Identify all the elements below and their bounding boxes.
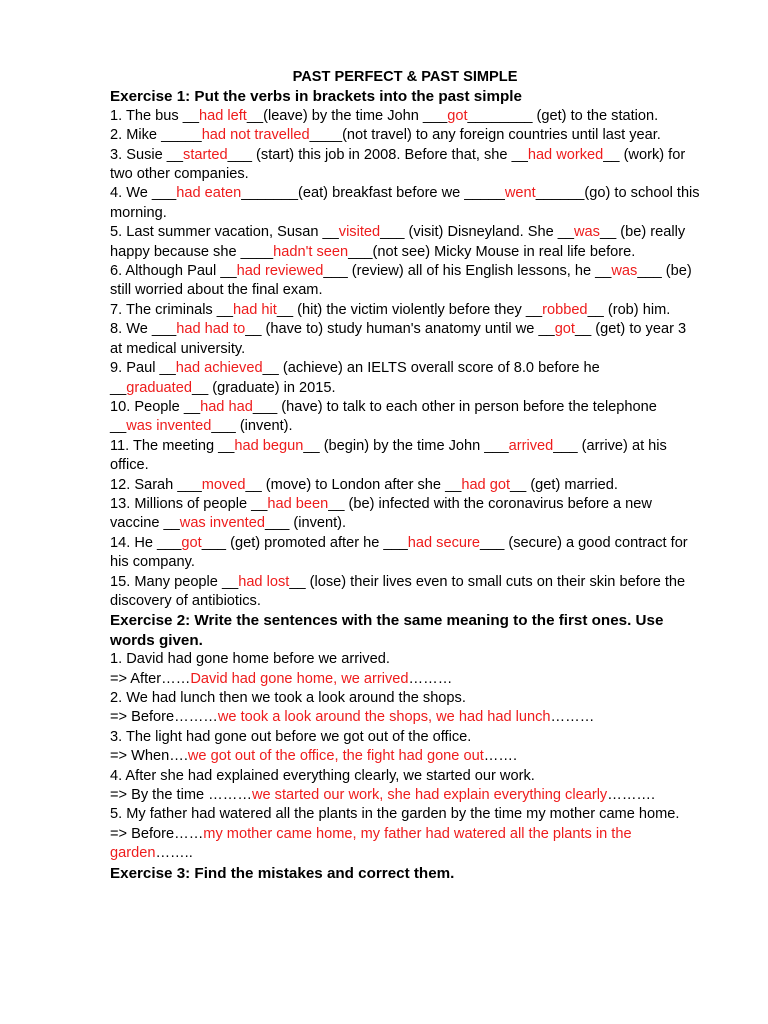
- exercise-3-heading: Exercise 3: Find the mistakes and correct them.: [110, 864, 455, 882]
- prompt-text: ………: [550, 709, 595, 726]
- exercise-1-item: [110, 184, 700, 223]
- answer-text: started: [183, 146, 228, 163]
- answer-text: was: [574, 224, 600, 241]
- answer-text: went: [504, 185, 536, 202]
- answer-text: was: [611, 263, 638, 280]
- prompt-text: 14. He ___: [110, 534, 182, 551]
- prompt-text: __ (graduate) in 2015.: [191, 379, 336, 396]
- exercise-1-item: [110, 301, 700, 320]
- prompt-text: 6. Although Paul __: [110, 263, 237, 280]
- prompt-text: => After……: [110, 670, 191, 687]
- answer-text: visited: [338, 224, 381, 241]
- worksheet-content: [110, 68, 700, 883]
- prompt-text: ……..: [155, 845, 193, 862]
- prompt-text: ___ (get) promoted after he ___: [201, 534, 408, 551]
- prompt-text: 4. We ___: [110, 185, 177, 202]
- answer-text: had left: [198, 107, 247, 124]
- prompt-text: __ (lose) their lives even to small cuts on their skin before the discovery of antibiotics.: [110, 573, 686, 609]
- prompt-text: ___ (arrive) at his office.: [110, 437, 667, 474]
- exercise-2-question: 3. The light had gone out before we got out of the office.: [110, 728, 472, 745]
- answer-text: had got: [461, 476, 511, 493]
- prompt-text: 9. Paul __: [110, 360, 176, 377]
- exercise-2-question: 2. We had lunch then we took a look around the shops.: [110, 690, 466, 706]
- answer-text: had secure: [407, 534, 480, 551]
- answer-text: robbed: [542, 301, 588, 318]
- exercise-1-item: [110, 398, 700, 437]
- prompt-text: ___ (review) all of his English lessons, he __: [323, 263, 612, 280]
- answer-text: had hit: [233, 301, 277, 318]
- prompt-text: __ (achieve) an IELTS overall score of 8.0 before he __: [110, 360, 600, 396]
- answer-text: had begun: [234, 437, 304, 454]
- exercise-1-item: [110, 476, 700, 495]
- exercise-1-item: [110, 126, 700, 145]
- answer-text: got: [447, 107, 468, 124]
- prompt-text: __ (get) to year 3 at medical university.: [110, 321, 687, 357]
- answer-text: had had to: [176, 321, 246, 338]
- prompt-text: __ (be) really happy because she ____: [110, 224, 686, 260]
- exercise-2-question: 5. My father had watered all the plants in the garden by the time my mother came home.: [110, 806, 680, 823]
- prompt-text: ___ (have) to talk to each other in person before the telephone __: [110, 398, 657, 435]
- exercise-1-item: [110, 262, 700, 301]
- exercise-2-heading: Exercise 2: Write the sentences with the same meaning to the first ones. Use words given.: [110, 612, 664, 649]
- exercise-1-heading: Exercise 1: Put the verbs in brackets into the past simple: [110, 88, 522, 106]
- document-title: PAST PERFECT & PAST SIMPLE: [292, 69, 518, 85]
- exercise-2-list: [110, 650, 700, 863]
- prompt-text: => Before……: [110, 825, 204, 842]
- answer-text: got: [554, 321, 575, 338]
- prompt-text: 3. Susie __: [110, 146, 184, 163]
- prompt-text: 15. Many people __: [110, 573, 239, 590]
- prompt-text: ______(go) to school this morning.: [110, 185, 700, 221]
- prompt-text: 5. Last summer vacation, Susan __: [110, 224, 339, 241]
- answer-text: hadn't seen: [273, 243, 349, 260]
- exercise-1-item: [110, 534, 700, 573]
- prompt-text: ____(not travel) to any foreign countries until last year.: [309, 127, 661, 144]
- prompt-text: 1. The bus __: [110, 107, 199, 124]
- answer-text: was invented: [179, 515, 265, 532]
- prompt-text: __ (get) married.: [510, 476, 618, 493]
- prompt-text: => Before………: [110, 709, 218, 726]
- answer-text: had eaten: [176, 185, 242, 202]
- exercise-2-answer: [110, 670, 700, 689]
- prompt-text: ………: [408, 670, 453, 687]
- prompt-text: ___(not see) Micky Mouse in real life before.: [348, 243, 636, 260]
- prompt-text: 2. Mike _____: [110, 127, 202, 144]
- prompt-text: ___ (visit) Disneyland. She __: [380, 224, 575, 241]
- prompt-text: 12. Sarah ___: [110, 476, 202, 493]
- answer-text: we took a look around the shops, we had had lunch: [217, 709, 551, 726]
- answer-text: had achieved: [175, 360, 263, 377]
- answer-text: had reviewed: [236, 263, 324, 280]
- prompt-text: 7. The criminals __: [110, 301, 234, 318]
- prompt-text: ___ (secure) a good contract for his company.: [110, 534, 688, 571]
- prompt-text: __(leave) by the time John ___: [246, 107, 448, 124]
- prompt-text: __ (begin) by the time John ___: [303, 437, 509, 454]
- exercise-2-answer: [110, 708, 700, 727]
- exercise-2-answer: [110, 786, 700, 805]
- answer-text: had had: [200, 398, 253, 415]
- prompt-text: ___ (start) this job in 2008. Before that, she __: [227, 146, 528, 163]
- exercise-1-item: [110, 320, 700, 359]
- prompt-text: => When….: [110, 748, 188, 765]
- answer-text: graduated: [126, 379, 192, 396]
- answer-text: moved: [201, 476, 246, 493]
- exercise-1-list: [110, 107, 700, 612]
- prompt-text: => By the time ………: [110, 787, 252, 804]
- exercise-2-question: 4. After she had explained everything clearly, we started our work.: [110, 767, 535, 784]
- prompt-text: ________ (get) to the station.: [467, 107, 659, 124]
- prompt-text: 10. People __: [110, 398, 201, 415]
- prompt-text: __ (work) for two other companies.: [110, 146, 686, 183]
- prompt-text: ……….: [607, 787, 656, 804]
- prompt-text: ___ (invent).: [211, 418, 293, 435]
- answer-text: was invented: [126, 418, 212, 435]
- exercise-1-item: [110, 359, 700, 398]
- prompt-text: _______(eat) breakfast before we _____: [241, 185, 505, 202]
- answer-text: we got out of the office, the fight had gone out: [187, 748, 484, 765]
- prompt-text: ___ (invent).: [264, 515, 347, 532]
- prompt-text: __ (have to) study human's anatomy until we __: [245, 321, 555, 338]
- answer-text: got: [181, 534, 202, 551]
- prompt-text: 8. We ___: [110, 321, 177, 338]
- exercise-1-item: [110, 437, 700, 476]
- prompt-text: 11. The meeting __: [110, 437, 235, 454]
- exercise-2-answer: [110, 747, 700, 766]
- prompt-text: __ (rob) him.: [587, 301, 671, 318]
- answer-text: had been: [267, 495, 329, 512]
- prompt-text: __ (hit) the victim violently before they __: [276, 301, 543, 318]
- exercise-1-item: [110, 573, 700, 612]
- answer-text: had worked: [527, 146, 604, 163]
- exercise-1-item: [110, 495, 700, 534]
- prompt-text: …….: [483, 748, 518, 765]
- prompt-text: __ (move) to London after she __: [245, 476, 462, 493]
- exercise-2-question: 1. David had gone home before we arrived.: [110, 651, 390, 668]
- answer-text: my mother came home, my father had watered all the plants in the garden: [110, 825, 632, 862]
- answer-text: had not travelled: [201, 127, 310, 144]
- exercise-1-item: [110, 223, 700, 262]
- prompt-text: 13. Millions of people __: [110, 495, 268, 512]
- answer-text: had lost: [238, 573, 290, 590]
- prompt-text: __ (be) infected with the coronavirus before a new vaccine __: [110, 495, 652, 532]
- answer-text: we started our work, she had explain everything clearly: [251, 787, 608, 804]
- exercise-1-item: [110, 107, 700, 126]
- exercise-1-item: [110, 146, 700, 185]
- exercise-2-answer: [110, 825, 700, 864]
- answer-text: David had gone home, we arrived: [190, 670, 409, 687]
- answer-text: arrived: [508, 437, 554, 454]
- prompt-text: ___ (be) still worried about the final exam.: [110, 263, 692, 299]
